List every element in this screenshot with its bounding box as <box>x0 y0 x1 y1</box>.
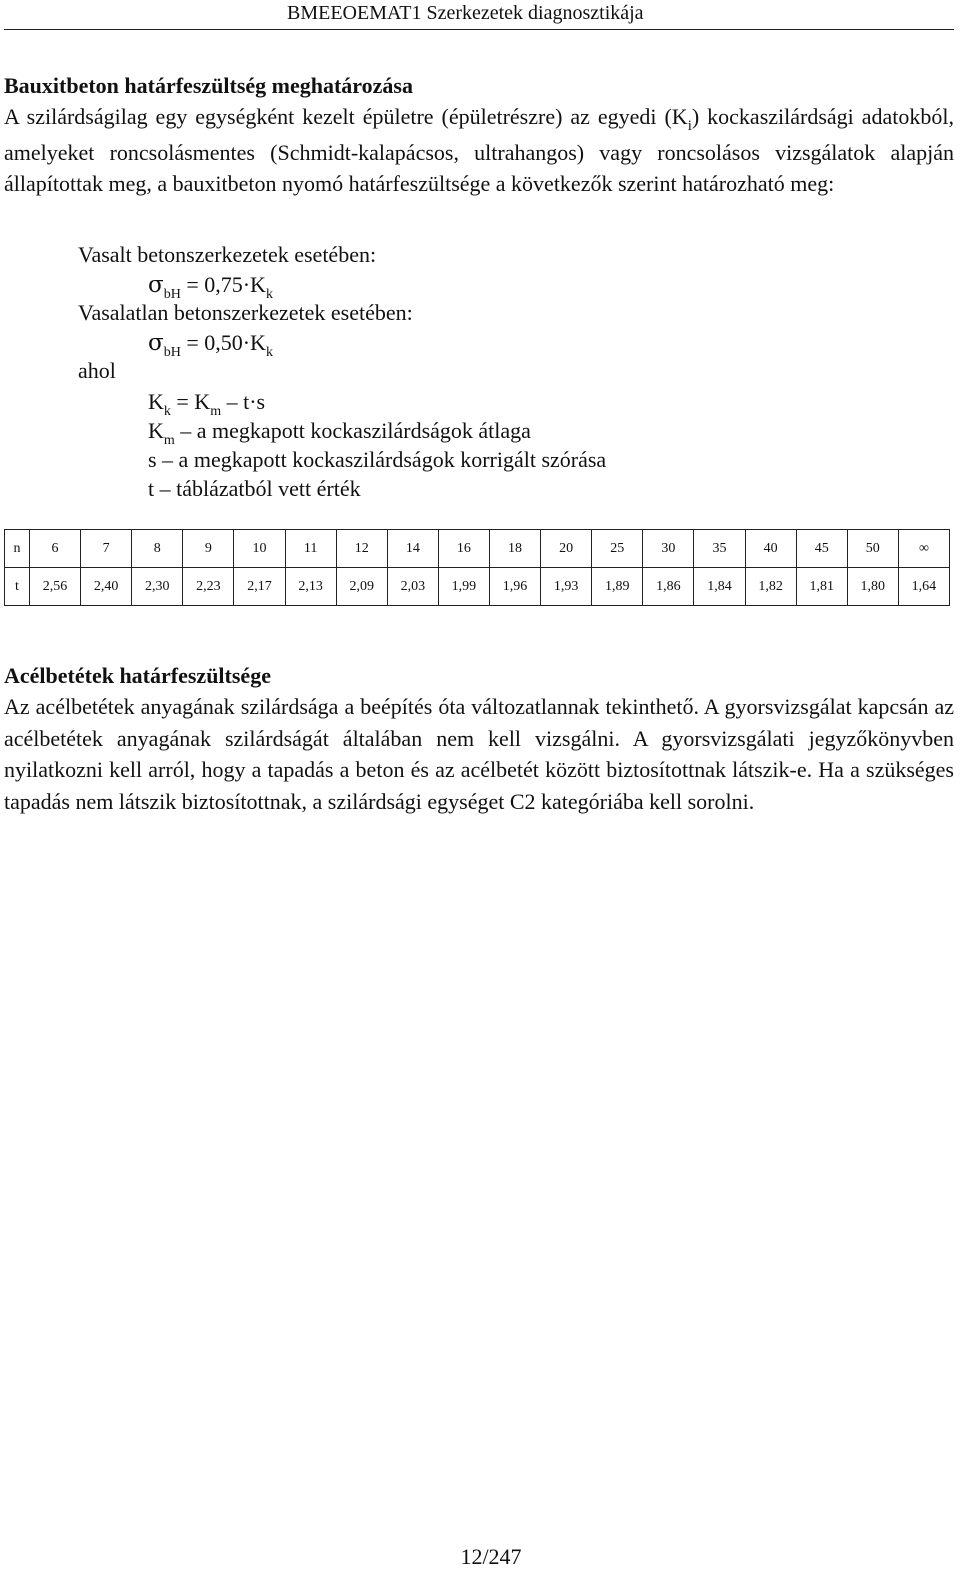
table-cell: 8 <box>132 530 183 568</box>
row-label-t: t <box>5 568 30 606</box>
page-number: 12/247 <box>460 1544 522 1569</box>
reinforced-formula: $\sigma_{bH} = 0,75\cdot K_k$ <box>148 272 273 302</box>
where-label: ahol <box>78 358 116 383</box>
table-cell: 25 <box>592 530 643 568</box>
table-cell: 1,86 <box>643 568 694 606</box>
section2-paragraph: Az acélbetétek anyagának szilárdsága a beépítés óta változatlannak tekinthető. A gyorsvizsgálat kapcsán az acélbetétek anyagának szilárdságát általában nem kell vizsgálni. A gyorsvizsgálati jegyzőkönyvben nyilatkozni kell arról, hogy a tapadás a beton és az acélbetét között biztosítottnak látszik-e. Ha a szükséges tapadás nem látszik biztosítottnak, a szilárdsági egységet C2 kategóriába kell sorolni. <box>4 694 954 814</box>
page-header <box>0 0 960 30</box>
table-cell: 1,89 <box>592 568 643 606</box>
table-cell: 1,64 <box>898 568 949 606</box>
intro-text-a: A szilárdságilag egy egységként kezelt épületre (épületrészre) az egyedi (K <box>4 104 688 129</box>
t-definition: t – táblázatból vett érték <box>148 476 361 501</box>
table-cell: 1,99 <box>438 568 489 606</box>
table-cell: 11 <box>285 530 336 568</box>
table-cell: 2,13 <box>285 568 336 606</box>
table-cell: 30 <box>643 530 694 568</box>
table-cell: 1,84 <box>694 568 745 606</box>
table-cell: 1,93 <box>541 568 592 606</box>
unreinforced-label: Vasalatlan betonszerkezetek esetében: <box>78 300 413 325</box>
kk-definition: $K_k = K_m - t\cdot s$ <box>148 389 266 419</box>
table-cell: 35 <box>694 530 745 568</box>
table-cell: 7 <box>81 530 132 568</box>
header-title: BMEEOEMAT1 Szerkezetek diagnosztikája <box>287 2 644 24</box>
table-row-n <box>5 530 950 568</box>
table-cell: 45 <box>796 530 847 568</box>
table-cell: 10 <box>234 530 285 568</box>
t-value-table <box>4 529 950 606</box>
intro-text-b: ) kockaszilárdsági adatokból, amelyeket roncsolásmentes (Schmidt-kalapácsos, ultrahangos) vagy roncsolásos vizsgálatok alapján állapítottak meg, a bauxitbeton nyomó határfeszültsége a következők szerint határozható meg: <box>4 104 954 196</box>
table-cell: 1,82 <box>745 568 796 606</box>
table-cell: 1,81 <box>796 568 847 606</box>
table-cell: 2,17 <box>234 568 285 606</box>
section-title-acelbetetek: Acélbetétek határfeszültsége <box>4 663 271 688</box>
section-title-bauxitbeton: Bauxitbeton határfeszültség meghatározása <box>4 73 413 98</box>
table-cell: 2,40 <box>81 568 132 606</box>
table-cell: 16 <box>438 530 489 568</box>
table-cell: 14 <box>387 530 438 568</box>
table-row-t <box>5 568 950 606</box>
section-intro-paragraph <box>4 101 954 200</box>
table-cell: 1,80 <box>847 568 898 606</box>
s-definition: s – a megkapott kockaszilárdságok korrigált szórása <box>148 447 607 472</box>
row-label-n: n <box>5 530 30 568</box>
unreinforced-formula: $\sigma_{bH} = 0,50\cdot K_k$ <box>148 330 273 360</box>
table-cell: 2,03 <box>387 568 438 606</box>
table-cell: 2,30 <box>132 568 183 606</box>
reinforced-label: Vasalt betonszerkezetek esetében: <box>78 242 377 267</box>
table-cell: 12 <box>336 530 387 568</box>
intro-subscript-i: i <box>687 118 692 134</box>
km-definition: $K_m$ – a megkapott kockaszilárdságok átlaga <box>148 418 531 448</box>
table-cell: 18 <box>489 530 540 568</box>
table-cell: 2,56 <box>30 568 81 606</box>
header-rule <box>4 29 954 30</box>
table-cell: 50 <box>847 530 898 568</box>
table-cell: 2,09 <box>336 568 387 606</box>
table-cell: 9 <box>183 530 234 568</box>
table-cell: 2,23 <box>183 568 234 606</box>
table-cell: 20 <box>541 530 592 568</box>
table-cell: 40 <box>745 530 796 568</box>
table-cell-infinity: ∞ <box>898 530 949 568</box>
table-cell: 1,96 <box>489 568 540 606</box>
table-cell: 6 <box>30 530 81 568</box>
